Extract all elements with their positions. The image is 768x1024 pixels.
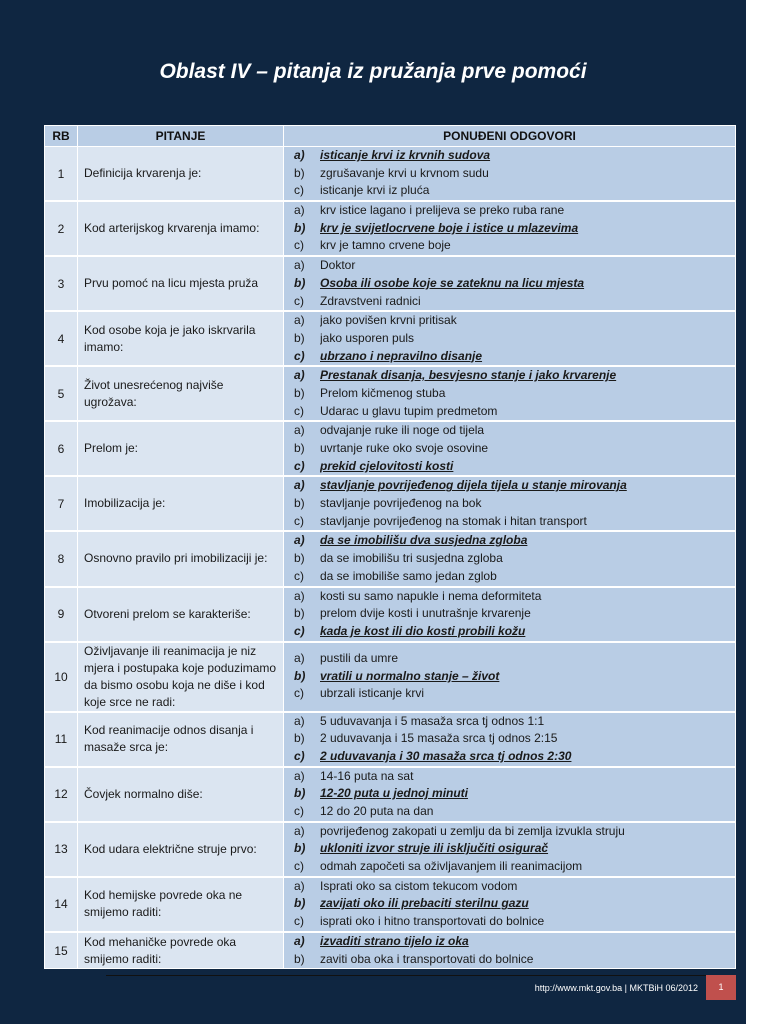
footer-text: http://www.mkt.gov.ba | MKTBiH 06/2012 [534, 983, 698, 993]
option-text: Doktor [320, 258, 356, 273]
option-letter: a) [294, 933, 305, 948]
table-row [45, 822, 736, 877]
answer-option [284, 312, 735, 330]
question-text: Otvoreni prelom se karakteriše: [78, 587, 284, 642]
option-text: pustili da umre [320, 651, 399, 666]
option-text: prelom dvije kosti i unutrašnje krvarenje [320, 606, 531, 621]
option-letter: b) [294, 385, 305, 400]
row-number: 11 [45, 712, 78, 767]
option-text: Zdravstveni radnici [320, 293, 421, 308]
option-letter: a) [294, 258, 305, 273]
row-number: 3 [45, 256, 78, 311]
answer-option-correct [284, 458, 735, 476]
option-letter: b) [294, 606, 305, 621]
option-letter: b) [294, 551, 305, 566]
option-text: 5 uduvavanja i 5 masaža srca tj odnos 1:1 [320, 713, 545, 728]
answer-option [284, 605, 735, 623]
answer-options [284, 311, 736, 366]
table-row [45, 531, 736, 586]
option-letter: c) [294, 748, 305, 763]
answer-option [284, 495, 735, 513]
answer-options [284, 366, 736, 421]
answer-options [284, 587, 736, 642]
page-title: Oblast IV – pitanja iz pružanja prve pomoći [159, 60, 587, 83]
answer-option-correct [284, 147, 735, 165]
option-text: isprati oko i hitno transportovati do bolnice [320, 914, 545, 929]
option-letter: a) [294, 423, 305, 438]
page-number: 1 [706, 975, 736, 1000]
option-text: jako usporen puls [320, 330, 415, 345]
option-letter: c) [294, 458, 305, 473]
option-letter: a) [294, 148, 305, 162]
option-text: da se imobilišu tri susjedna zgloba [320, 551, 503, 566]
header-answers: PONUĐENI ODGOVORI [284, 126, 736, 147]
option-text: zgrušavanje krvi u krvnom sudu [320, 165, 489, 180]
answer-option [284, 768, 735, 786]
answer-option [284, 858, 735, 876]
answer-option [284, 913, 735, 931]
option-letter: a) [294, 588, 305, 603]
option-text: Prestanak disanja, besvjesno stanje i jako krvarenje [320, 368, 617, 383]
option-letter: a) [294, 313, 305, 328]
table-row [45, 476, 736, 531]
question-text: Imobilizacija je: [78, 476, 284, 531]
option-text: kada je kost ili dio kosti probili kožu [320, 623, 526, 638]
option-text: Udarac u glavu tupim predmetom [320, 403, 498, 418]
answer-option [284, 257, 735, 275]
table-row [45, 421, 736, 476]
question-text: Kod reanimacije odnos disanja i masaže srca je: [78, 712, 284, 767]
answer-option [284, 713, 735, 731]
option-text: da se imobilišu dva susjedna zgloba [320, 533, 528, 548]
answer-option-correct [284, 933, 735, 951]
option-letter: a) [294, 713, 305, 728]
option-letter: c) [294, 804, 304, 818]
row-number: 8 [45, 531, 78, 586]
option-letter: b) [294, 275, 306, 290]
option-letter: b) [294, 896, 306, 911]
question-text: Prvu pomoć na licu mjesta pruža [78, 256, 284, 311]
table-header-row [45, 126, 736, 147]
option-text: ubrzano i nepravilno disanje [320, 348, 483, 363]
table-row [45, 932, 736, 969]
answer-option [284, 878, 735, 896]
table-row [45, 767, 736, 822]
question-text: Kod osobe koja je jako iskrvarila imamo: [78, 311, 284, 366]
option-letter: b) [294, 441, 305, 455]
option-text: isticanje krvi iz krvnih sudova [320, 148, 491, 162]
option-letter: c) [294, 293, 304, 308]
answer-options [284, 147, 736, 202]
answer-option-correct [284, 623, 735, 641]
option-text: odmah započeti sa oživljavanjem ili reanimacijom [320, 859, 583, 874]
answer-option [284, 293, 735, 311]
answer-option [284, 823, 735, 841]
option-letter: b) [294, 841, 306, 856]
question-text: Kod mehaničke povrede oka smijemo raditi: [78, 932, 284, 969]
answer-options [284, 476, 736, 531]
option-letter: c) [294, 238, 304, 253]
option-text: jako povišen krvni pritisak [320, 313, 457, 328]
answer-option [284, 803, 735, 821]
header-rb: RB [45, 126, 78, 147]
option-text: povrijeđenog zakopati u zemlju da bi zemlja izvukla struju [320, 823, 625, 838]
answer-option [284, 385, 735, 403]
row-number: 12 [45, 767, 78, 822]
answer-option-correct [284, 895, 735, 913]
option-letter: c) [294, 859, 304, 874]
answer-options [284, 712, 736, 767]
option-letter: b) [294, 951, 305, 966]
answer-option-correct [284, 367, 735, 385]
option-text: krv istice lagano i prelijeva se preko ruba rane [320, 203, 565, 218]
option-letter: c) [294, 568, 304, 583]
option-letter: a) [294, 768, 305, 783]
answer-options [284, 256, 736, 311]
answer-options [284, 421, 736, 476]
row-number: 6 [45, 421, 78, 476]
question-text: Definicija krvarenja je: [78, 147, 284, 202]
answer-option-correct [284, 348, 735, 366]
answer-options [284, 201, 736, 256]
table-row [45, 877, 736, 932]
footer-divider [106, 975, 706, 976]
answer-option [284, 513, 735, 531]
answer-option-correct [284, 220, 735, 238]
answer-option [284, 650, 735, 668]
answer-option [284, 685, 735, 703]
option-text: 2 uduvavanja i 30 masaža srca tj odnos 2:30 [320, 748, 572, 763]
row-number: 2 [45, 201, 78, 256]
option-letter: a) [294, 533, 305, 548]
row-number: 13 [45, 822, 78, 877]
answer-option [284, 730, 735, 748]
question-text: Život unesrećenog najviše ugrožava: [78, 366, 284, 421]
option-text: uvrtanje ruke oko svoje osovine [320, 441, 489, 455]
answer-option-correct [284, 785, 735, 803]
table-row [45, 712, 736, 767]
option-letter: a) [294, 878, 305, 893]
question-text: Oživljavanje ili reanimacija je niz mjera i postupaka koje poduzimamo da bismo osobu koja ne diše i kod koje srce ne radi: [78, 642, 284, 712]
option-text: isticanje krvi iz pluća [320, 183, 430, 198]
option-text: prekid cjelovitosti kosti [320, 458, 454, 473]
option-text: da se imobiliše samo jedan zglob [320, 568, 497, 583]
option-text: stavljanje povrijeđenog na stomak i hitan transport [320, 513, 587, 528]
option-letter: c) [294, 686, 304, 701]
question-text: Prelom je: [78, 421, 284, 476]
answer-options [284, 932, 736, 969]
option-letter: c) [294, 183, 304, 198]
answer-option [284, 403, 735, 421]
answer-option [284, 951, 735, 969]
table-row [45, 311, 736, 366]
row-number: 7 [45, 476, 78, 531]
option-letter: a) [294, 368, 305, 383]
answer-option-correct [284, 840, 735, 858]
header-question: PITANJE [78, 126, 284, 147]
option-text: Isprati oko sa cistom tekucom vodom [320, 878, 518, 893]
answer-option [284, 568, 735, 586]
answer-options [284, 822, 736, 877]
option-text: odvajanje ruke ili noge od tijela [320, 423, 485, 438]
option-text: Osoba ili osobe koje se zateknu na licu mjesta [320, 275, 585, 290]
option-text: ubrzali isticanje krvi [320, 686, 425, 701]
option-letter: b) [294, 330, 305, 345]
option-letter: a) [294, 651, 305, 666]
answer-options [284, 531, 736, 586]
answer-option [284, 182, 735, 200]
row-number: 9 [45, 587, 78, 642]
table-row [45, 642, 736, 712]
option-text: zaviti oba oka i transportovati do bolnice [320, 951, 534, 966]
option-letter: a) [294, 823, 305, 838]
option-letter: c) [294, 348, 305, 363]
table-row [45, 147, 736, 202]
option-letter: a) [294, 203, 305, 218]
answer-options [284, 642, 736, 712]
option-text: stavljanje povrijeđenog dijela tijela u stanje mirovanja [320, 478, 627, 493]
answer-option-correct [284, 748, 735, 766]
answer-option [284, 440, 735, 458]
table-row [45, 256, 736, 311]
answer-options [284, 767, 736, 822]
table-row [45, 587, 736, 642]
answer-option [284, 202, 735, 220]
table-row [45, 366, 736, 421]
option-text: kosti su samo napukle i nema deformiteta [320, 588, 542, 603]
answer-option-correct [284, 275, 735, 293]
option-text: 14-16 puta na sat [320, 768, 414, 783]
option-text: 12 do 20 puta na dan [320, 804, 434, 818]
option-letter: b) [294, 786, 306, 801]
option-text: izvaditi strano tijelo iz oka [320, 933, 469, 948]
question-text: Čovjek normalno diše: [78, 767, 284, 822]
answer-option-correct [284, 477, 735, 495]
option-text: ukloniti izvor struje ili isključiti osigurač [320, 841, 549, 856]
question-text: Osnovno pravilo pri imobilizaciji je: [78, 531, 284, 586]
option-letter: b) [294, 496, 305, 511]
answer-option [284, 422, 735, 440]
row-number: 1 [45, 147, 78, 202]
row-number: 10 [45, 642, 78, 712]
option-letter: c) [294, 623, 305, 638]
answer-option-correct [284, 532, 735, 550]
option-text: vratili u normalno stanje – život [320, 668, 500, 683]
row-number: 4 [45, 311, 78, 366]
answer-option [284, 330, 735, 348]
table-body [45, 147, 736, 969]
questions-table [44, 125, 736, 969]
answer-options [284, 877, 736, 932]
answer-option [284, 165, 735, 183]
option-letter: b) [294, 220, 306, 235]
option-letter: a) [294, 478, 305, 493]
option-letter: c) [294, 403, 304, 418]
option-text: zavijati oko ili prebaciti sterilnu gazu [320, 896, 529, 911]
option-text: 12-20 puta u jednoj minuti [320, 786, 469, 801]
option-letter: c) [294, 914, 304, 929]
row-number: 15 [45, 932, 78, 969]
answer-option-correct [284, 668, 735, 686]
option-letter: c) [294, 513, 304, 528]
option-letter: b) [294, 668, 306, 683]
option-text: Prelom kičmenog stuba [320, 385, 446, 400]
option-text: krv je svijetlocrvene boje i istice u mlazevima [320, 220, 579, 235]
option-text: 2 uduvavanja i 15 masaža srca tj odnos 2:15 [320, 731, 558, 746]
question-text: Kod udara električne struje prvo: [78, 822, 284, 877]
option-letter: b) [294, 165, 305, 180]
row-number: 14 [45, 877, 78, 932]
question-text: Kod hemijske povrede oka ne smijemo raditi: [78, 877, 284, 932]
option-text: krv je tamno crvene boje [320, 238, 451, 253]
table-row [45, 201, 736, 256]
option-text: stavljanje povrijeđenog na bok [320, 496, 482, 511]
answer-option [284, 588, 735, 606]
row-number: 5 [45, 366, 78, 421]
option-letter: b) [294, 731, 305, 746]
question-text: Kod arterijskog krvarenja imamo: [78, 201, 284, 256]
answer-option [284, 550, 735, 568]
answer-option [284, 237, 735, 255]
